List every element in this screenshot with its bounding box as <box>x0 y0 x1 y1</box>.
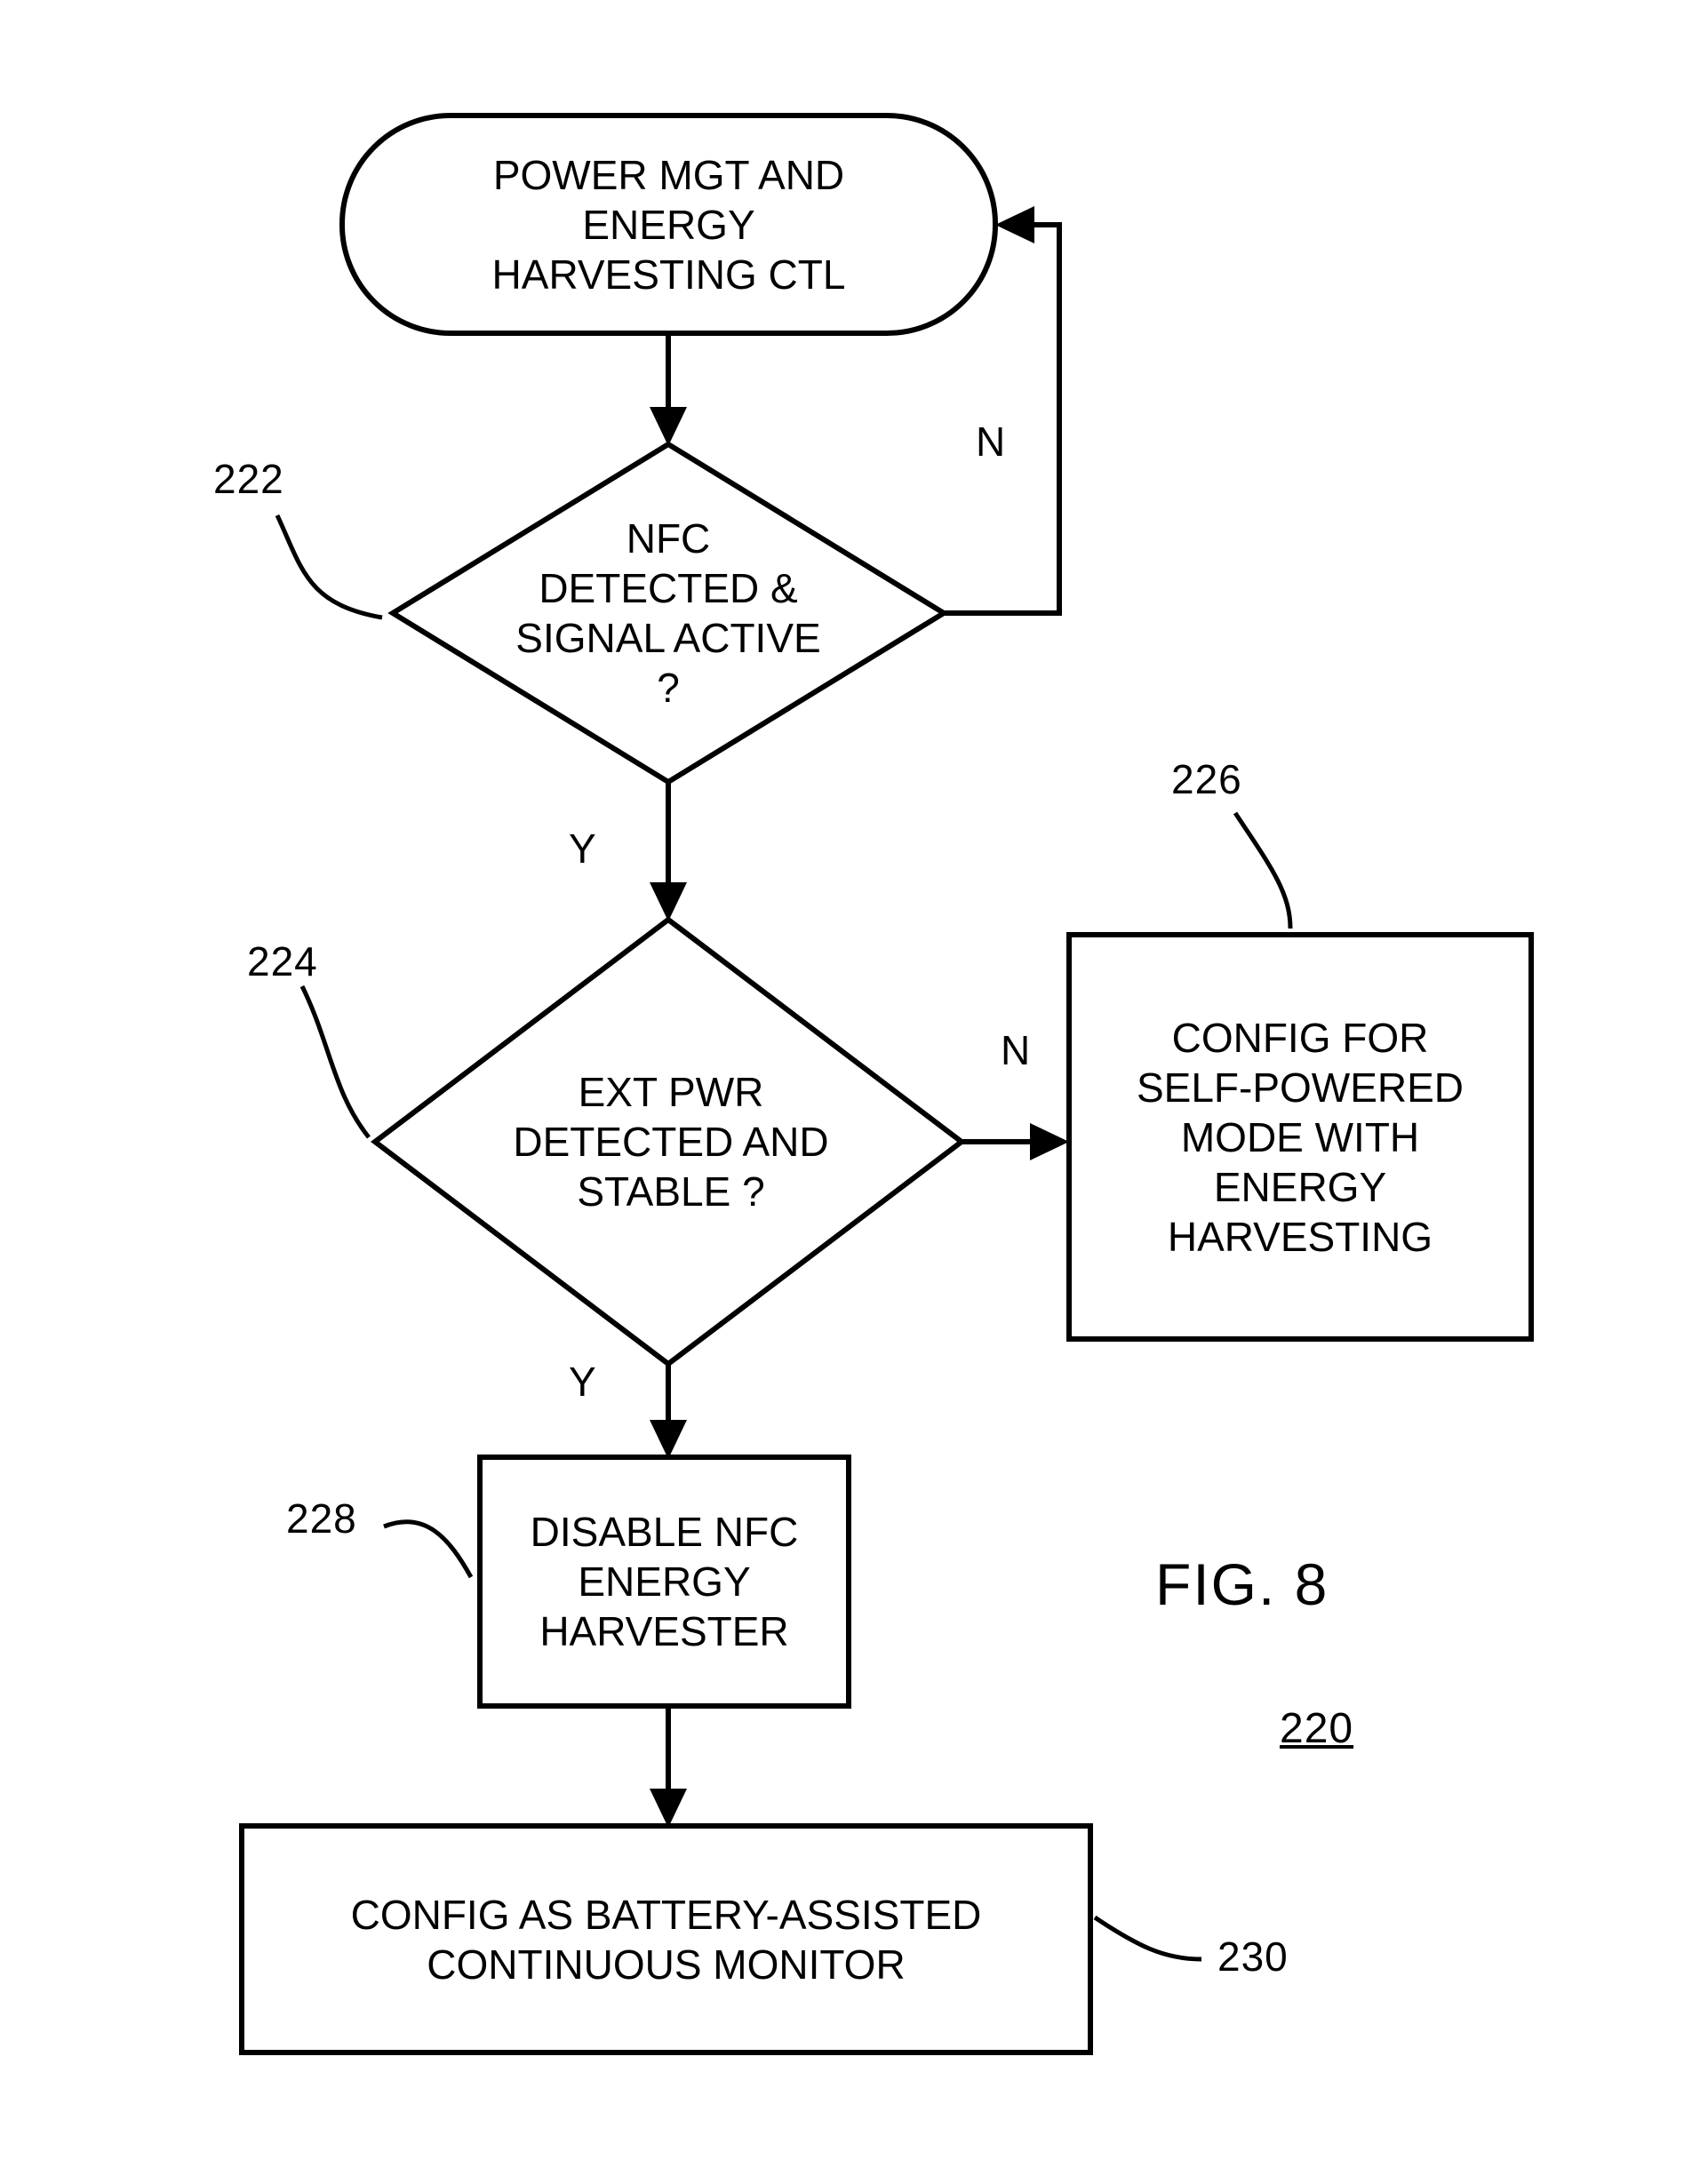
figure-title: FIG. 8 <box>1155 1551 1329 1617</box>
ref-number-222: 222 <box>213 456 284 502</box>
ref-number-224: 224 <box>247 938 318 984</box>
leader-line-230 <box>1095 1917 1201 1959</box>
decision-nfc-label: NFC DETECTED & SIGNAL ACTIVE ? <box>515 515 821 711</box>
arrowhead-nfc-yes <box>650 882 687 921</box>
leader-line-228 <box>384 1522 471 1577</box>
start-node-label: POWER MGT AND ENERGY HARVESTING CTL <box>491 151 846 298</box>
leader-line-226 <box>1235 813 1290 929</box>
figure-reference-number: 220 <box>1280 1705 1354 1752</box>
config-self-powered-label: CONFIG FOR SELF-POWERED MODE WITH ENERGY HARVESTING <box>1136 1014 1465 1260</box>
branch-label-ext-pwr-no: N <box>1001 1027 1031 1073</box>
leader-line-224 <box>302 986 369 1137</box>
leader-line-222 <box>277 515 382 618</box>
ref-number-226: 226 <box>1171 756 1242 802</box>
branch-label-nfc-yes: Y <box>569 825 596 872</box>
arrowhead-start-to-nfc <box>650 407 687 446</box>
arrowhead-nfc-no-loop <box>995 206 1034 243</box>
branch-label-ext-pwr-yes: Y <box>569 1359 596 1405</box>
ref-number-228: 228 <box>286 1495 357 1542</box>
disable-harvester-label: DISABLE NFC ENERGY HARVESTER <box>530 1509 799 1654</box>
arrowhead-ext-pwr-yes <box>650 1420 687 1459</box>
arrowhead-ext-pwr-no <box>1030 1123 1069 1160</box>
arrowhead-disable-to-battery <box>650 1789 687 1828</box>
decision-ext-pwr-label: EXT PWR DETECTED AND STABLE ? <box>513 1069 829 1215</box>
branch-label-nfc-no: N <box>976 418 1006 465</box>
ref-number-230: 230 <box>1217 1933 1289 1980</box>
config-battery-assisted-label: CONFIG AS BATTERY-ASSISTED CONTINUOUS MONITOR <box>350 1891 982 1988</box>
